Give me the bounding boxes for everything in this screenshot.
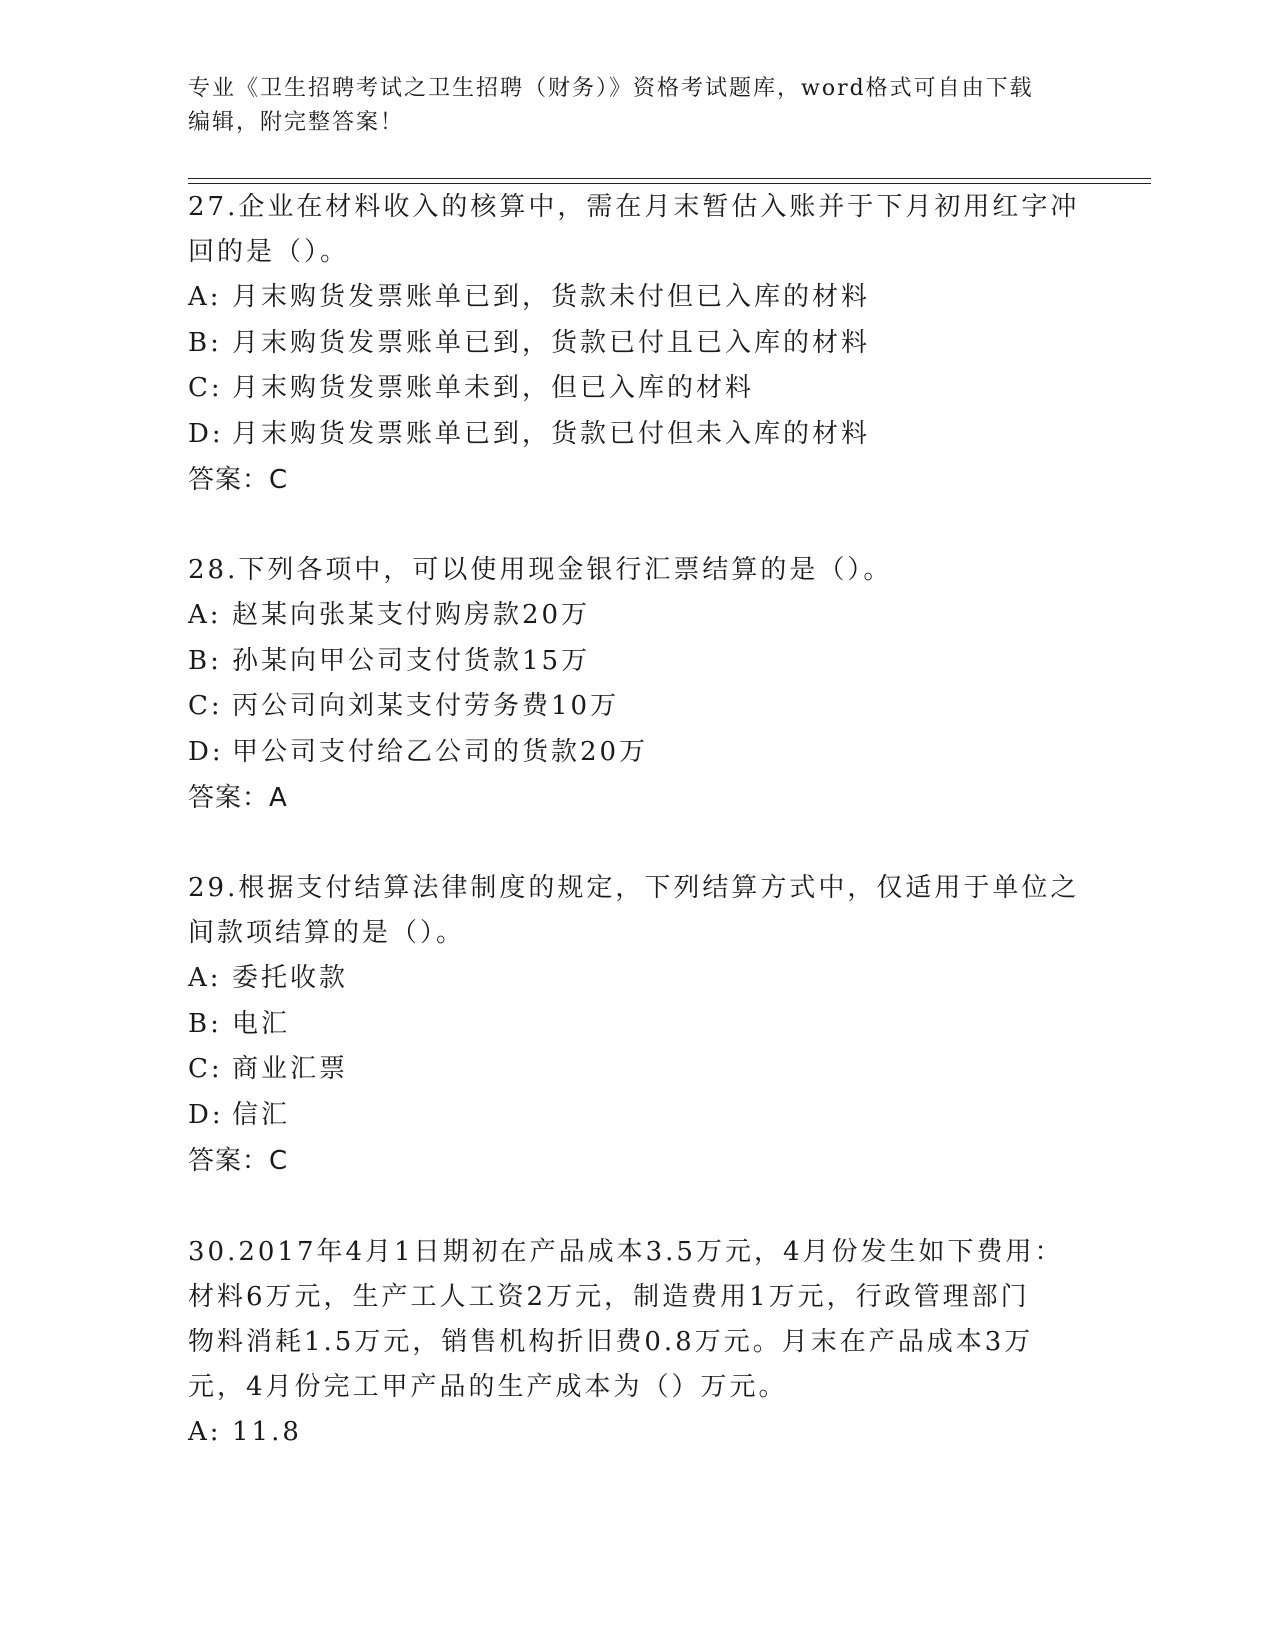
option-key: A: xyxy=(188,282,222,312)
header-line-2: 编辑，附完整答案！ xyxy=(188,110,405,135)
option-key: C: xyxy=(188,373,223,403)
question-stem-line: 材料6万元，生产工人工资2万元，制造费用1万元，行政管理部门 xyxy=(188,1282,1030,1312)
option-b xyxy=(188,1002,1088,1048)
option-key: B: xyxy=(188,645,222,676)
option-text: 商业汇票 xyxy=(232,1054,349,1084)
header-line-1: 专业《卫生招聘考试之卫生招聘（财务）》资格考试题库，word格式可自由下载 xyxy=(188,76,1034,101)
answer-line: 答案：A xyxy=(188,783,288,813)
question-stem-line: 28.下列各项中，可以使用现金银行汇票结算的是（）。 xyxy=(188,555,893,585)
option-d xyxy=(188,412,1088,458)
option-text: 电汇 xyxy=(232,1008,291,1039)
question-stem-line: 物料消耗1.5万元，销售机构折旧费0.8万元。月末在产品成本3万 xyxy=(188,1327,1034,1357)
option-text: 丙公司向刘某支付劳务费10万 xyxy=(232,691,620,721)
option-d xyxy=(188,730,1088,776)
option-d xyxy=(188,1093,1088,1139)
option-a xyxy=(188,593,1088,639)
option-c xyxy=(188,366,1088,412)
header-divider-top xyxy=(188,178,1151,179)
option-a xyxy=(188,275,1088,321)
question-stem-line: 27.企业在材料收入的核算中，需在月末暂估入账并于下月初用红字冲 xyxy=(188,192,1080,222)
option-text: 11.8 xyxy=(232,1417,302,1447)
question-stem-line: 回的是（）。 xyxy=(188,237,350,267)
option-text: 信汇 xyxy=(232,1099,291,1130)
option-c xyxy=(188,684,1088,730)
option-text: 孙某向甲公司支付货款15万 xyxy=(232,645,591,676)
option-key: A: xyxy=(188,1417,222,1447)
answer-line: 答案：C xyxy=(188,465,289,495)
option-b xyxy=(188,321,1088,367)
option-key: C: xyxy=(188,1054,223,1084)
option-text: 月末购货发票账单已到，货款已付且已入库的材料 xyxy=(232,327,871,358)
option-key: D: xyxy=(188,418,224,449)
question-stem-line: 30.2017年4月1日期初在产品成本3.5万元，4月份发生如下费用： xyxy=(188,1237,1064,1267)
option-text: 月末购货发票账单已到，货款已付但未入库的材料 xyxy=(232,418,871,449)
answer-line: 答案：C xyxy=(188,1146,289,1176)
question-29 xyxy=(188,866,1088,1184)
document-header xyxy=(188,72,1068,140)
option-key: B: xyxy=(188,1008,222,1039)
option-b xyxy=(188,639,1088,685)
option-text: 月末购货发票账单未到，但已入库的材料 xyxy=(232,373,755,403)
option-a xyxy=(188,1410,1088,1456)
option-text: 月末购货发票账单已到，货款未付但已入库的材料 xyxy=(232,282,871,312)
header-divider-bottom xyxy=(188,183,1151,184)
question-30 xyxy=(188,1230,1088,1456)
option-key: B: xyxy=(188,327,222,358)
option-key: D: xyxy=(188,736,224,767)
option-text: 甲公司支付给乙公司的货款20万 xyxy=(232,736,649,767)
option-key: A: xyxy=(188,600,222,630)
question-stem-line: 间款项结算的是（）。 xyxy=(188,918,466,948)
option-key: D: xyxy=(188,1099,224,1130)
option-a xyxy=(188,956,1088,1002)
option-text: 赵某向张某支付购房款20万 xyxy=(232,600,591,630)
question-28 xyxy=(188,548,1088,821)
option-key: A: xyxy=(188,963,222,993)
question-stem-line: 元，4月份完工甲产品的生产成本为（）万元。 xyxy=(188,1372,788,1402)
question-stem-line: 29.根据支付结算法律制度的规定，下列结算方式中，仅适用于单位之 xyxy=(188,873,1080,903)
option-c xyxy=(188,1047,1088,1093)
option-key: C: xyxy=(188,691,223,721)
option-text: 委托收款 xyxy=(232,963,349,993)
question-27 xyxy=(188,185,1088,503)
